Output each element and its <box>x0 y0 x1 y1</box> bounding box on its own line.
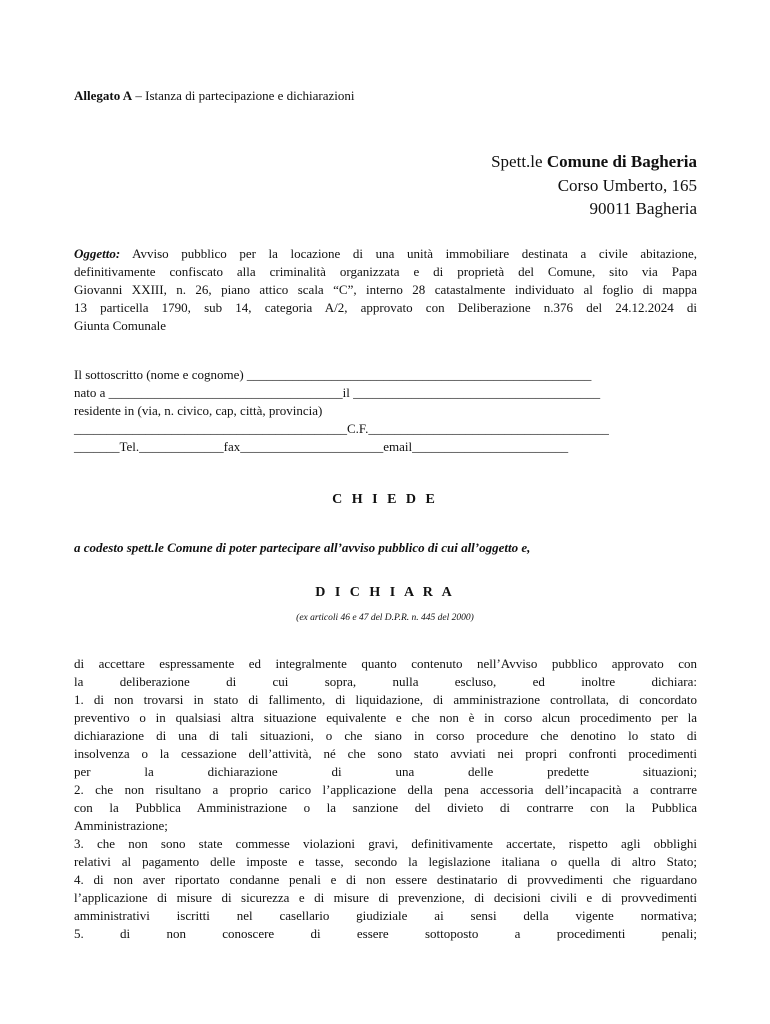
declaration-line: con la Pubblica Amministrazione o la sanzione del divieto di contrarre con la Pubblica <box>74 800 697 815</box>
declarations-paragraph <box>74 655 697 943</box>
oggetto-line: Oggetto: Avviso pubblico per la locazione di una unità immobiliare destinata a civile abitazione, <box>74 246 697 261</box>
field-residenza-cf[interactable]: __________________________________________C.F._____________________________________ <box>74 421 609 436</box>
oggetto-line: definitivamente confiscato alla criminalità organizzata e di proprietà del Comune, sito via Papa <box>74 264 697 279</box>
oggetto-line: 13 particella 1790, sub 14, categoria A/2, approvato con Deliberazione n.376 del 24.12.2024 di <box>74 300 697 315</box>
richiesta-text: a codesto spett.le Comune di poter partecipare all’avviso pubblico di cui all’oggetto e, <box>74 540 531 555</box>
recipient-street: Corso Umberto, 165 <box>557 176 697 195</box>
declaration-line: Amministrazione; <box>74 818 168 833</box>
allegato-title: – Istanza di partecipazione e dichiarazioni <box>132 88 355 103</box>
allegato-label: Allegato A <box>74 88 133 103</box>
oggetto-label: Oggetto: <box>74 246 121 261</box>
declaration-line: 1. di non trovarsi in stato di fallimento, di liquidazione, di amministrazione controllata, di concordato <box>74 692 697 707</box>
oggetto-line: Giunta Comunale <box>74 318 167 333</box>
declaration-line: insolvenza o la cessazione dell’attività, né che sono stato avviati nei propri confronti procedimenti <box>74 746 697 761</box>
declaration-line: l’applicazione di misure di sicurezza e di misure di prevenzione, di decisioni civili e di provvedimenti <box>74 890 697 905</box>
allegato-heading <box>74 88 354 104</box>
declaration-line: dichiarazione di una di tali situazioni, o che siano in corso procedure che denotino lo stato di <box>74 728 697 743</box>
declaration-line: 5. di non conoscere di essere sottoposto a procedimenti penali; <box>74 926 697 941</box>
recipient-prefix: Spett.le <box>491 152 547 171</box>
declaration-line: per la dichiarazione di una delle predette situazioni; <box>74 764 697 779</box>
declaration-line: relativi al pagamento delle imposte e tasse, secondo la legislazione italiana o quella di altro Stato; <box>74 854 697 869</box>
recipient-name: Comune di Bagheria <box>546 152 697 171</box>
declaration-line: 2. che non risultano a proprio carico l’applicazione della pena accessoria dell’incapacità a contrarre <box>74 782 697 797</box>
oggetto-line: Giovanni XXIII, n. 26, piano attico scala “C”, interno 28 catastalmente individuato al foglio di mappa <box>74 282 697 297</box>
declaration-line: 3. che non sono state commesse violazioni gravi, definitivamente accertate, rispetto agli obblighi <box>74 836 697 851</box>
declaration-line: 4. di non aver riportato condanne penali e di non essere destinatario di provvedimenti che riguardano <box>74 872 697 887</box>
oggetto-paragraph <box>74 245 697 335</box>
declaration-line: preventivo o in qualsiasi altra situazione equivalente e che non è in corso alcun procedimento per la <box>74 710 697 725</box>
field-tel-fax-email[interactable]: _______Tel._____________fax______________________email________________________ <box>74 439 569 454</box>
dpr-reference: (ex articoli 46 e 47 del D.P.R. n. 445 del 2000) <box>296 613 474 623</box>
chiede-heading: C H I E D E <box>332 492 438 507</box>
recipient-line-1 <box>491 150 697 173</box>
applicant-form <box>74 366 697 456</box>
declaration-line: amministrativi iscritti nel casellario giudiziale ai sensi della vigente normativa; <box>74 908 697 923</box>
field-nato-a-il[interactable]: nato a ____________________________________il ______________________________________ <box>74 385 601 400</box>
field-residente-label: residente in (via, n. civico, cap, città, provincia) <box>74 403 323 418</box>
dichiara-heading: D I C H I A R A <box>315 585 455 600</box>
recipient-city: 90011 Bagheria <box>589 199 697 218</box>
declaration-line: la deliberazione di cui sopra, nulla escluso, ed inoltre dichiara: <box>74 674 697 689</box>
field-nome-cognome[interactable]: Il sottoscritto (nome e cognome) _____________________________________________________ <box>74 367 592 382</box>
declaration-line: di accettare espressamente ed integralmente quanto contenuto nell’Avviso pubblico approvato con <box>74 656 697 671</box>
